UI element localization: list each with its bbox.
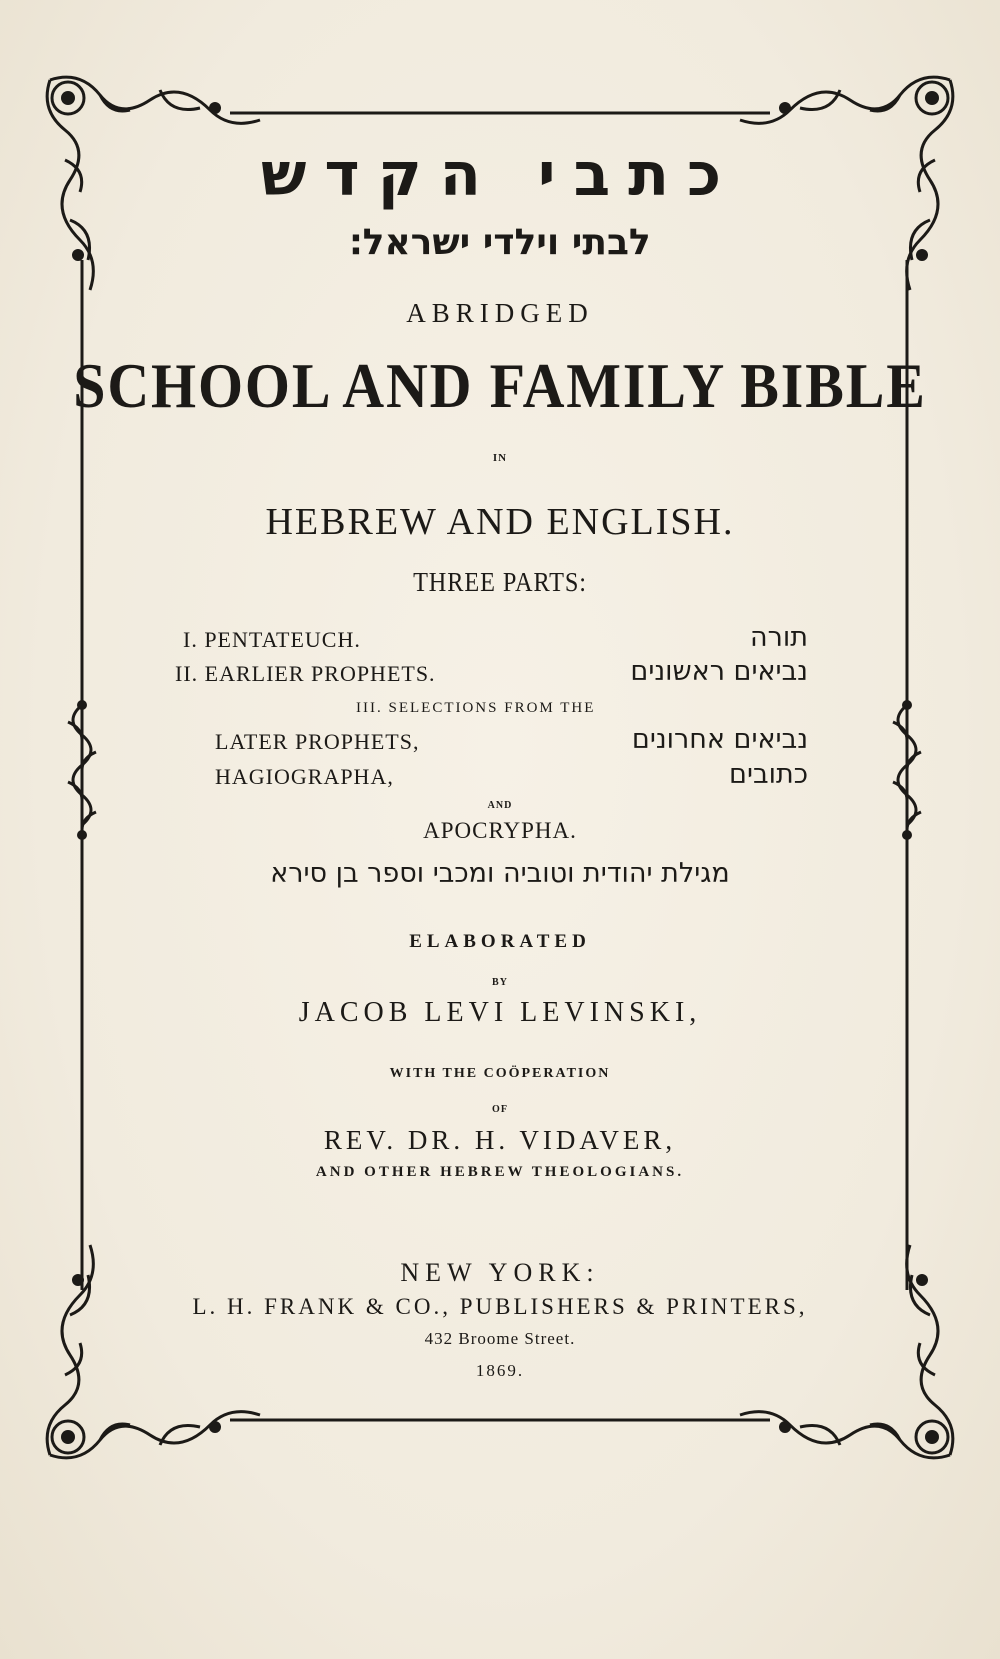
apocrypha-hebrew: מגילת יהודית וטוביה ומכבי וספר בן סירא [270,858,730,889]
collaborator-name: REV. DR. H. VIDAVER, [323,1125,677,1155]
part-3-item-1-english: LATER PROPHETS, [215,729,420,754]
part-3-item-2-english: HAGIOGRAPHA, [215,764,394,789]
hebrew-title: כתבי הקדש [260,140,740,210]
in-label: IN [492,452,508,464]
hebrew-subtitle: לבתי וילדי ישראל׃ [349,222,651,263]
and-label: AND [487,800,513,811]
publication-year: 1869. [475,1361,525,1380]
main-title: SCHOOL AND FAMILY BIBLE [73,351,927,421]
part-3-heading: III. SELECTIONS FROM THE [356,700,596,716]
other-theologians: AND OTHER HEBREW THEOLOGIANS. [315,1164,685,1180]
part-1-english: I. PENTATEUCH. [183,627,361,652]
publication-city: NEW YORK: [400,1258,600,1287]
author-name: JACOB LEVI LEVINSKI, [298,997,702,1028]
publisher-name: L. H. FRANK & CO., PUBLISHERS & PRINTERS, [192,1294,808,1319]
part-1-hebrew: תורה [750,622,808,653]
part-2-hebrew: נביאים ראשונים [630,656,808,687]
part-2-english: II. EARLIER PROPHETS. [175,661,436,686]
apocrypha-label: APOCRYPHA. [423,818,577,843]
languages-line: HEBREW AND ENGLISH. [265,501,735,543]
part-3-item-2-hebrew: כתובים [729,759,808,790]
by-label: BY [492,977,508,988]
of-label: OF [492,1104,508,1115]
part-3-item-1-hebrew: נביאים אחרונים [631,724,808,755]
elaborated-label: ELABORATED [409,931,591,952]
cooperation-label: WITH THE COÖPERATION [389,1066,611,1081]
abridged-label: ABRIDGED [406,298,594,328]
publisher-address: 432 Broome Street. [424,1329,576,1348]
three-parts-heading: THREE PARTS: [413,567,587,597]
